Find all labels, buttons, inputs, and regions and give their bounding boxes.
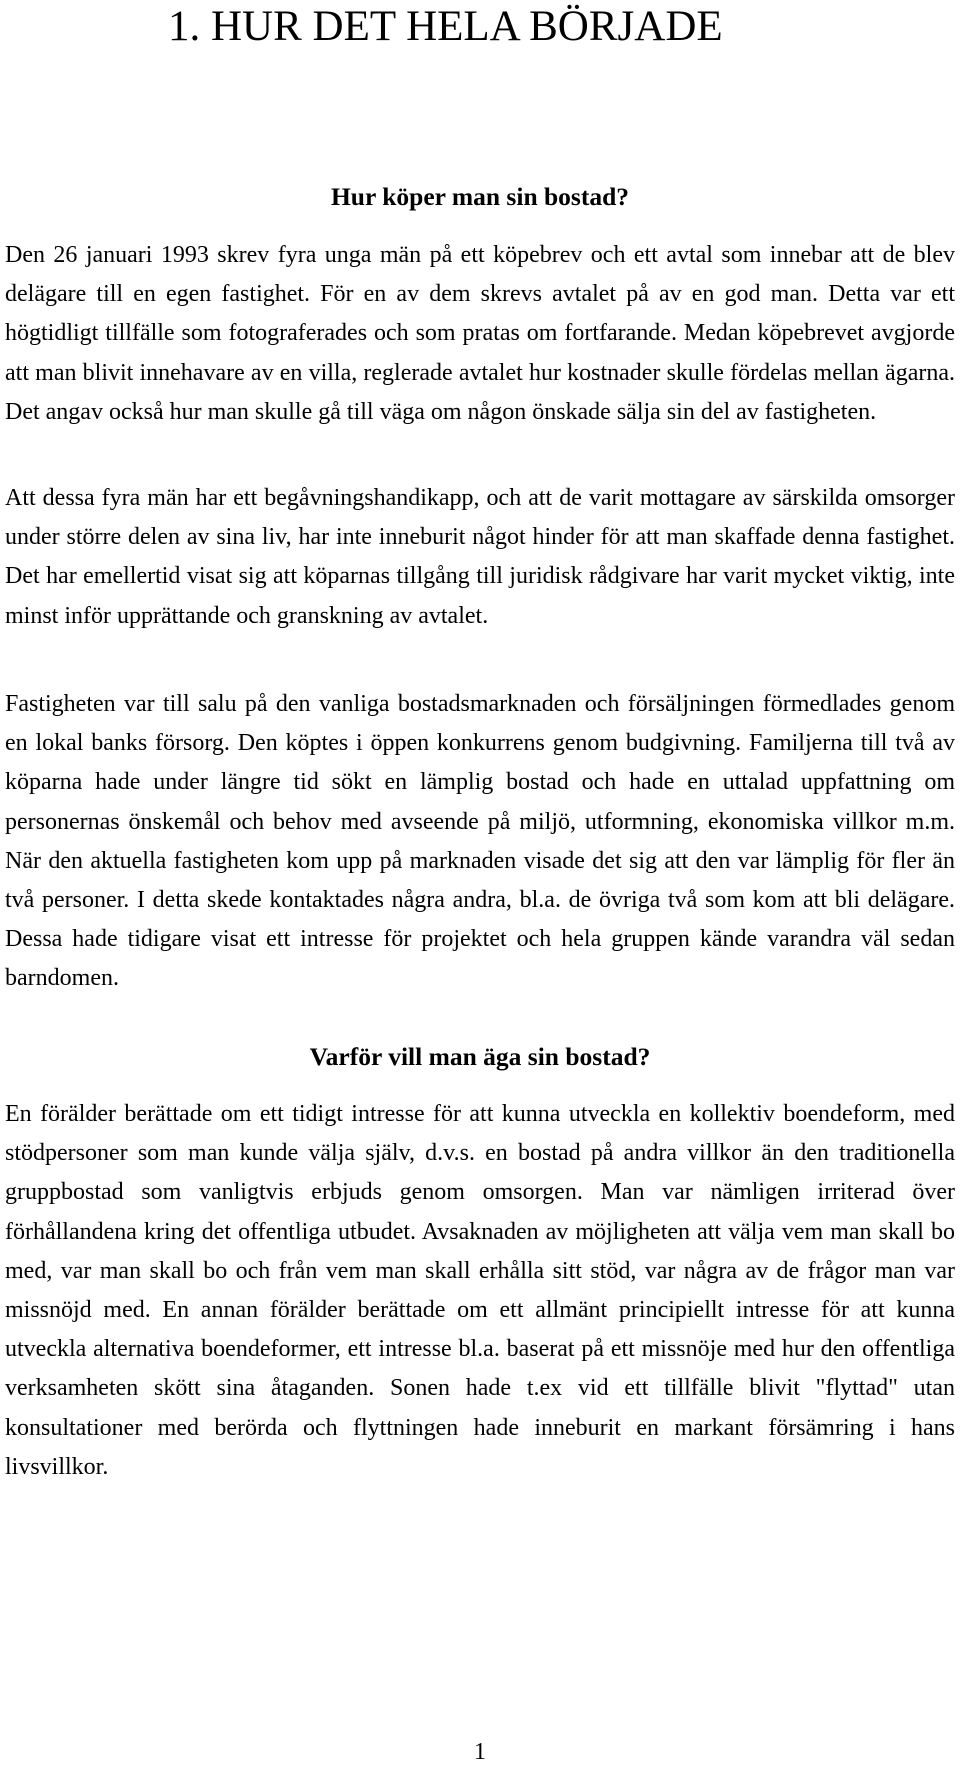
- paragraph: Att dessa fyra män har ett begåvningshandikapp, och att de varit mottagare av särskilda omsorger under större delen av sina liv, har inte inneburit något hinder för att man skaffade denna fastighet. Det har emellertid visat sig att köparnas tillgång till juridisk rådgivare har varit mycket viktig, inte minst inför upprättande och granskning av avtalet.: [5, 485, 955, 629]
- paragraph: Den 26 januari 1993 skrev fyra unga män på ett köpebrev och ett avtal som innebar att de blev delägare till en egen fastighet. För en av dem skrevs avtalet på av en god man. Detta var ett högtidligt tillfälle som fotograferades och som pratas om fortfarande. Medan köpebrevet avgjorde att man blivit innehavare av en villa, reglerade avtalet hur kostnader skulle fördelas mellan ägarna. Det angav också hur man skulle gå till väga om någon önskade sälja sin del av fastigheten.: [5, 242, 955, 425]
- chapter-title: 1. HUR DET HELA BÖRJADE: [168, 3, 723, 50]
- section-heading-buying: Hur köper man sin bostad?: [330, 182, 630, 211]
- page-number: 1: [474, 1739, 486, 1765]
- paragraph: En förälder berättade om ett tidigt intresse för att kunna utveckla en kollektiv boendeform, med stödpersoner som man kunde välja själv, d.v.s. en bostad på andra villkor än den traditionella gruppbostad som vanligtvis erbjuds genom omsorgen. Man var nämligen irriterad över förhållandena kring det offentliga utbudet. Avsaknaden av möjligheten att välja vem man skall bo med, var man skall bo och från vem man skall erhålla sitt stöd, var några av de frågor man var missnöjd med. En annan förälder berättade om ett allmänt principiellt intresse för att kunna utveckla alternativa boendeformer, ett intresse bl.a. baserat på ett missnöje med hur den offentliga verksamheten skött sina åtaganden. Sonen hade t.ex vid ett tillfälle blivit "flyttad" utan konsultationer med berörda och flyttningen hade inneburit en markant försämring i hans livsvillkor.: [5, 1101, 955, 1480]
- section-heading-owning: Varför vill man äga sin bostad?: [309, 1042, 651, 1071]
- paragraph: Fastigheten var till salu på den vanliga bostadsmarknaden och försäljningen förmedlades genom en lokal banks försorg. Den köptes i öppen konkurrens genom budgivning. Familjerna till två av köparna hade under längre tid sökt en lämplig bostad och hade en uttalad uppfattning om personernas önskemål och behov med avseende på miljö, utformning, ekonomiska villkor m.m. När den aktuella fastigheten kom upp på marknaden visade det sig att den var lämplig för fler än två personer. I detta skede kontaktades några andra, bl.a. de övriga två som kom att bli delägare. Dessa hade tidigare visat ett intresse för projektet och hela gruppen kände varandra väl sedan barndomen.: [5, 691, 955, 992]
